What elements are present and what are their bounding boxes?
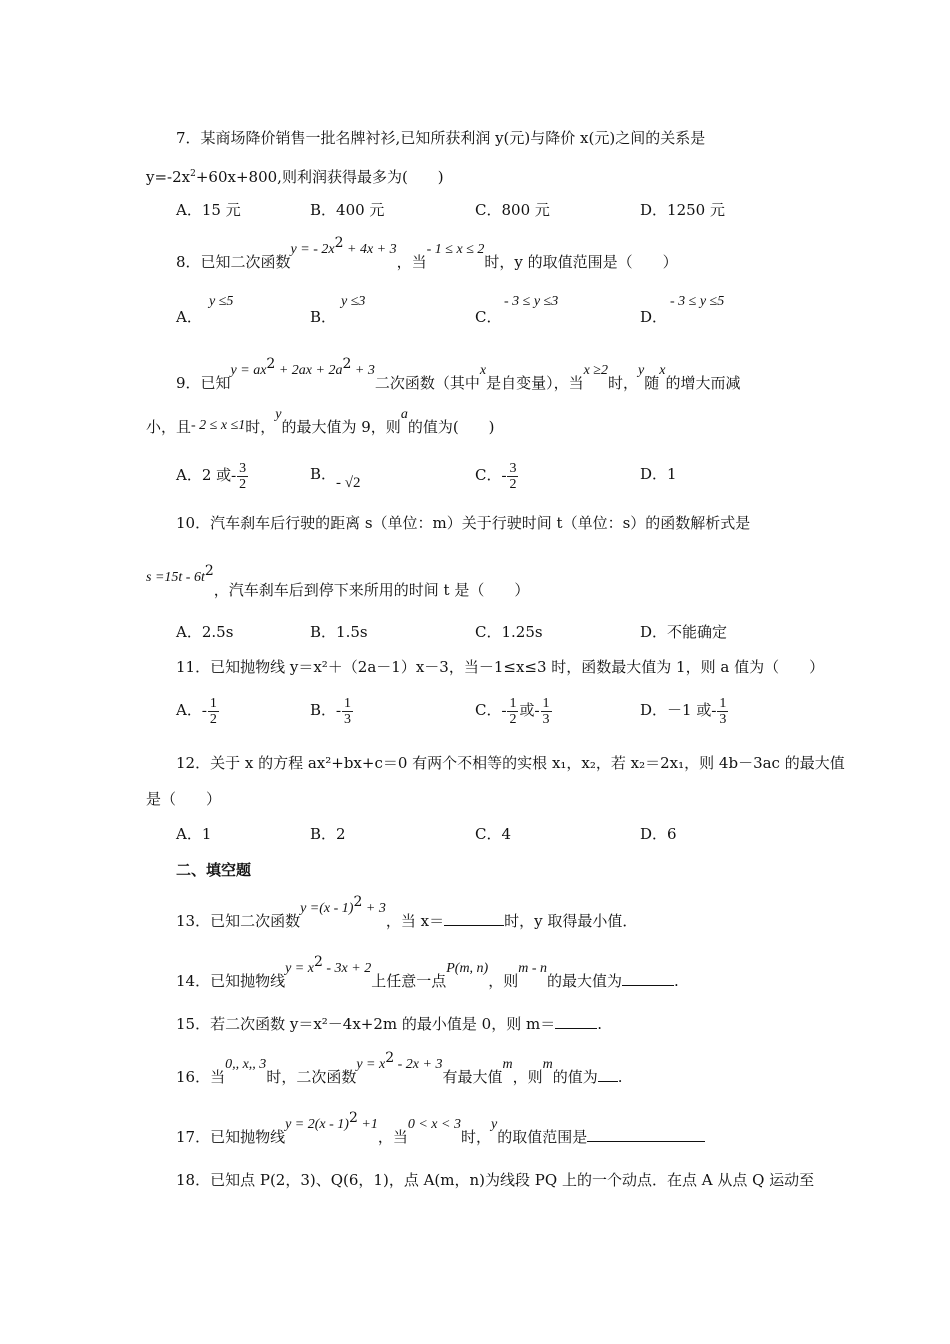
q10-option-c: C．1.25s xyxy=(475,623,543,641)
q9-stem-line1: 9．已知$y = ax^2 + 2ax + 2a^2 + 3$二次函数（其中x是自变量），当x ≥2时，y随x的增大而减 xyxy=(176,356,741,392)
q13: 13．已知二次函数y =(x - 1)$^2$ + 3，当 x＝ 时，y 取得最小值． xyxy=(176,894,638,930)
q12-option-a: A．1 xyxy=(176,825,212,843)
q11-option-b: B．- $\frac{1}{3}$ xyxy=(310,695,352,727)
q17: 17．已知抛物线y = 2(x - 1)$^2$ +1，当0 < x < 3时，y的取值范围是 xyxy=(176,1122,705,1149)
q7-option-c: C．800 元 xyxy=(475,201,550,219)
q11-option-d: D．－1 或- $\frac{1}{3}$ xyxy=(640,695,727,727)
q10-line2: $s =15t - 6t^2$，汽车刹车后到停下来所用的时间 t 是（ ） xyxy=(146,563,530,599)
q9-option-b: B．- √2 xyxy=(310,465,361,491)
section-heading: 二、填空题 xyxy=(176,861,252,879)
q14-answer-blank[interactable] xyxy=(622,971,674,986)
q12-line1: 12．关于 x 的方程 ax²+bx+c＝0 有两个不相等的实根 x₁，x₂，若 x₂＝2x₁，则 4b－3ac 的最大值 xyxy=(176,754,845,772)
q8-option-c-label: C． xyxy=(475,308,502,326)
q7-option-d: D．1250 元 xyxy=(640,201,725,219)
q7-option-b: B．400 元 xyxy=(310,201,385,219)
q8-option-c-value: - 3 ≤ y ≤3 xyxy=(504,294,559,309)
q15: 15．若二次函数 y＝x²－4x+2m 的最小值是 0，则 m＝ . xyxy=(176,1015,602,1033)
q7-line2: $y=-2x^2+60x+800$,则利润获得最多为( ) xyxy=(146,168,444,186)
q9-stem-line2: 小，且- 2 ≤ x ≤1时，y的最大值为 9，则a的值为( ) xyxy=(146,407,495,436)
q18-line1: 18．已知点 P(2，3)、Q(6，1)，点 A(m，n)为线段 PQ 上的一个动点．在点 A 从点 Q 运动至 xyxy=(176,1171,815,1189)
q8-option-a-value: y ≤5 xyxy=(209,294,234,309)
q10-option-a: A．2.5s xyxy=(176,623,234,641)
q7-option-a: A．15 元 xyxy=(176,201,241,219)
q14: 14．已知抛物线$y = x^2 - 3x + 2$上任意一点P(m, n)，则m - n的最大值为 . xyxy=(176,954,679,990)
q10-line1: 10．汽车刹车后行驶的距离 s（单位：m）关于行驶时间 t（单位：s）的函数解析式是 xyxy=(176,514,751,532)
q8-option-b-value: y ≤3 xyxy=(341,294,366,309)
q16: 16．当0,, x,, 3时，二次函数$y = x^2 - 2x + 3$有最大值m，则m的值为 . xyxy=(176,1050,623,1086)
q11-option-a: A．- $\frac{1}{2}$ xyxy=(176,695,217,727)
q12-option-c: C．4 xyxy=(475,825,512,843)
q12-option-b: B．2 xyxy=(310,825,346,843)
q7-line1: 7．某商场降价销售一批名牌衬衫,已知所获利润 y(元)与降价 x(元)之间的关系是 xyxy=(176,129,706,147)
q13-answer-blank[interactable] xyxy=(444,911,504,926)
q12-line2: 是（ ） xyxy=(146,790,222,808)
q8-option-b-label: B． xyxy=(310,308,337,326)
q9-option-c: C．- $\frac{3}{2}$ xyxy=(475,460,517,492)
q8-option-a-label: A． xyxy=(176,308,202,326)
q15-answer-blank[interactable] xyxy=(555,1014,597,1029)
q10-option-d: D．不能确定 xyxy=(640,623,728,641)
q11-option-c: C．- $\frac{1}{2}$ 或- $\frac{1}{3}$ xyxy=(475,695,550,727)
q8-option-d-label: D． xyxy=(640,308,668,326)
q17-answer-blank[interactable] xyxy=(587,1127,705,1142)
q8-stem: 8．已知二次函数y = - $2x^2 + 4x + 3$，当- 1 ≤ x ≤ 2时，y 的取值范围是（ ） xyxy=(176,235,678,271)
q16-answer-blank[interactable] xyxy=(598,1067,618,1082)
q9-option-d: D．1 xyxy=(640,465,677,483)
q9-option-a: A．2 或- $\frac{3}{2}$ xyxy=(176,460,247,492)
q10-option-b: B．1.5s xyxy=(310,623,368,641)
q12-option-d: D．6 xyxy=(640,825,677,843)
q11-line1: 11．已知抛物线 y＝x²＋（2a－1）x－3，当－1≤x≤3 时，函数最大值为 1，则 a 值为（ ） xyxy=(176,658,825,676)
q8-option-d-value: - 3 ≤ y ≤5 xyxy=(670,294,725,309)
